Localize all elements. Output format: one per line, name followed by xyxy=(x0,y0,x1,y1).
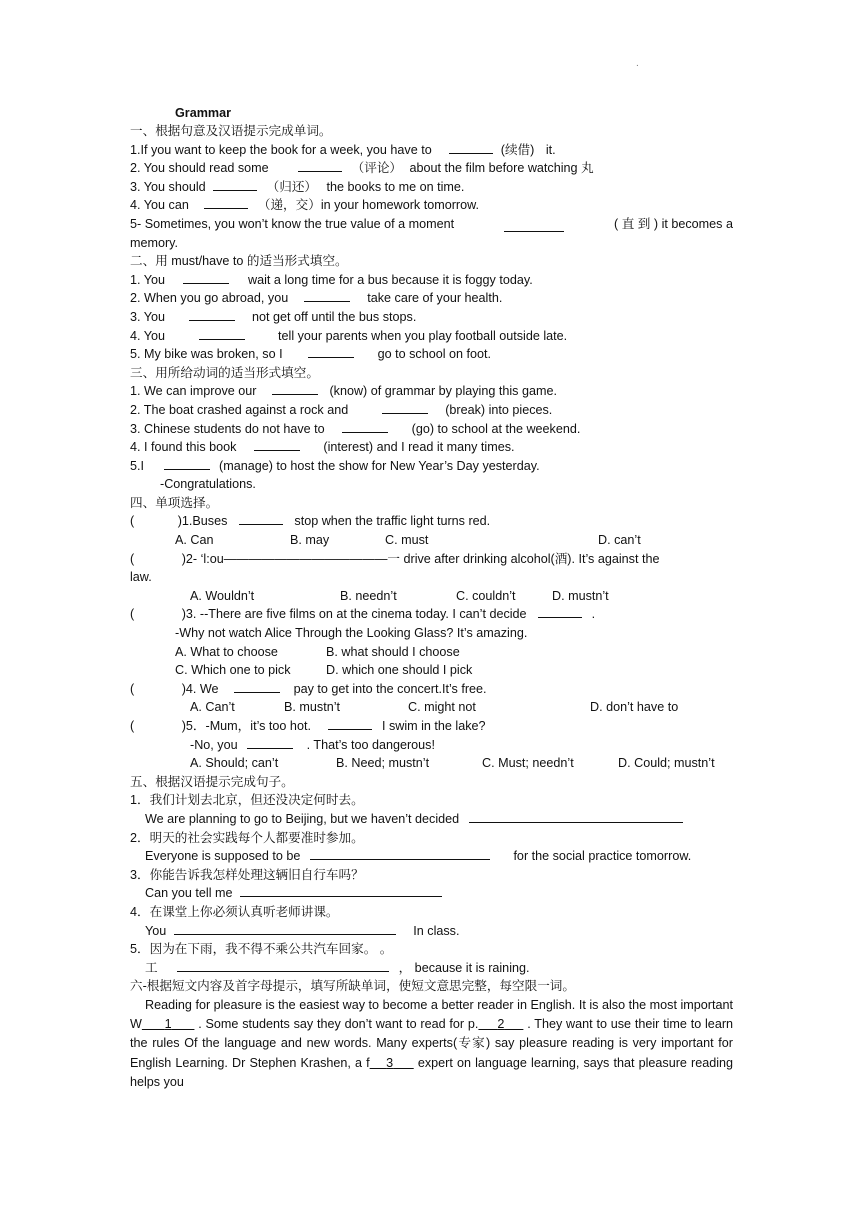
section-3-heading: 三、用所给动词的适当形式填空。 xyxy=(130,365,319,380)
q5-stem: ( )5．-Mum，it’s too hot. I swim in the lake? xyxy=(130,719,486,733)
answer-blank[interactable] xyxy=(449,141,493,154)
answer-blank[interactable] xyxy=(183,271,229,284)
section-2-heading: 二、用 must/have to 的适当形式填空。 xyxy=(130,254,348,269)
q1-option-d[interactable]: D. can’t xyxy=(598,533,641,548)
q2-option-b[interactable]: B. needn’t xyxy=(340,588,397,603)
q1-option-a[interactable]: A. Can xyxy=(175,533,214,548)
q3-option-a[interactable]: A. What to choose xyxy=(175,644,278,659)
answer-blank[interactable] xyxy=(199,327,245,340)
q2-stem: ( )2- ‘l:ou—————————————一 drive after drinking alcohol(酒). It’s against the xyxy=(130,551,660,566)
s2-item-3: 3. You not get off until the bus stops. xyxy=(130,309,417,324)
passage-blank-1[interactable]: 1 xyxy=(164,1017,172,1032)
worksheet xyxy=(130,100,733,1092)
answer-blank[interactable] xyxy=(308,345,354,358)
s1-item-2: 2. You should read some （评论） about the film before watching 丸 xyxy=(130,161,594,176)
q1-options xyxy=(130,531,733,550)
q5-option-d[interactable]: D. Could; mustn’t xyxy=(618,756,715,771)
s3-item-4: 4. I found this book (interest) and I read it many times. xyxy=(130,440,515,455)
q2-option-a[interactable]: A. Wouldn’t xyxy=(190,588,255,603)
q3-option-c[interactable]: C. Which one to pick xyxy=(175,663,291,678)
q5-option-c[interactable]: C. Must; needn’t xyxy=(482,756,574,771)
answer-blank[interactable] xyxy=(239,512,283,525)
answer-blank[interactable] xyxy=(177,959,389,972)
answer-blank[interactable] xyxy=(382,401,428,414)
s1-item-5: 5- Sometimes, you won’t know the true value of a moment ( 直 到 ) it becomes a xyxy=(130,216,733,231)
answer-blank[interactable] xyxy=(234,680,280,693)
answer-bracket-open: ( xyxy=(130,514,135,529)
answer-blank[interactable] xyxy=(189,308,235,321)
s5-item-3-en: Can you tell me xyxy=(130,884,733,903)
q2-stem-cont: law. xyxy=(130,570,152,585)
q1-option-c[interactable]: C. must xyxy=(385,533,429,548)
s1-item-5-cont: memory. xyxy=(130,235,179,250)
answer-blank[interactable] xyxy=(164,457,210,470)
s2-item-2: 2. When you go abroad, you take care of your health. xyxy=(130,291,503,306)
section-1-heading: 一、根据句意及汉语提示完成单词。 xyxy=(130,124,332,138)
answer-blank[interactable] xyxy=(240,884,442,897)
answer-blank[interactable] xyxy=(247,736,293,749)
q3-option-d[interactable]: D. which one should I pick xyxy=(326,663,473,678)
answer-blank[interactable] xyxy=(538,605,582,618)
answer-blank[interactable] xyxy=(342,420,388,433)
q4-option-d[interactable]: D. don’t have to xyxy=(590,700,679,715)
q5-option-a[interactable]: A. Should; can’t xyxy=(190,756,279,771)
s5-item-1-en: We are planning to go to Beijing, but we haven’t decided xyxy=(130,810,733,829)
q4-options xyxy=(130,698,733,717)
answer-blank[interactable] xyxy=(310,847,490,860)
q2-option-d[interactable]: D. mustn’t xyxy=(552,588,609,603)
s3-reply: -Congratulations. xyxy=(160,477,256,492)
s2-item-5: 5. My bike was broken, so I go to school on foot. xyxy=(130,347,492,362)
answer-blank[interactable] xyxy=(254,438,300,451)
s1-item-1: 1.If you want to keep the book for a week, you have to (续借) it. xyxy=(130,142,556,157)
s5-item-1-cn: 1．我们计划去北京，但还没决定何时去。 xyxy=(130,793,364,808)
passage: Reading for pleasure is the easiest way to become a better reader in English. It is also the most important W 1 . Some students say they don’t want to read for p. 2 . They want to use their time to learn the rules Of the language and new words. Many experts(专家) say pleasure reading is very important for English Learning. Dr Stephen Krashen, a f 3 expert on language learning, says that pleasure reading helps you xyxy=(130,997,734,1089)
s5-item-4-cn: 4．在课堂上你必须认真听老师讲课。 xyxy=(130,904,339,919)
q5-options xyxy=(130,754,733,773)
q1-option-b[interactable]: B. may xyxy=(290,533,330,548)
q4-option-b[interactable]: B. mustn’t xyxy=(284,700,340,715)
q3-options-row2 xyxy=(130,661,733,680)
s1-item-3: 3. You should （归还） the books to me on time. xyxy=(130,179,465,194)
s2-item-4: 4. You tell your parents when you play football outside late. xyxy=(130,328,568,343)
s3-item-3: 3. Chinese students do not have to (go) to school at the weekend. xyxy=(130,421,581,436)
corner-mark: . xyxy=(636,58,639,69)
section-6-heading: 六-根据短文内容及首字母提示，填写所缺单词，使短文意思完整，每空限一词。 xyxy=(130,979,575,994)
answer-blank[interactable] xyxy=(469,810,683,823)
s3-item-5: 5.I (manage) to host the show for New Year’s Day yesterday. xyxy=(130,458,540,473)
answer-blank[interactable] xyxy=(272,382,318,395)
q1-stem: ( )1.Buses stop when the traffic light turns red. xyxy=(130,514,491,529)
section-4-heading: 四、单项选择。 xyxy=(130,495,219,510)
answer-blank[interactable] xyxy=(328,717,372,730)
q5-option-b[interactable]: B. Need; mustn’t xyxy=(336,756,430,771)
answer-blank[interactable] xyxy=(213,178,257,191)
s5-item-3-cn: 3．你能告诉我怎样处理这辆旧自行车吗？ xyxy=(130,867,364,882)
answer-blank[interactable] xyxy=(504,219,564,232)
q4-option-c[interactable]: C. might not xyxy=(408,700,476,715)
s5-item-5-en: 工 ， because it is raining. xyxy=(145,960,530,975)
q3-options-row1 xyxy=(130,643,733,662)
page-title: Grammar xyxy=(175,106,232,120)
s5-item-2-en: Everyone is supposed to be for the social practice tomorrow. xyxy=(145,849,692,864)
q2-option-c[interactable]: C. couldn’t xyxy=(456,588,516,603)
q2-options xyxy=(130,587,733,606)
answer-blank[interactable] xyxy=(204,196,248,209)
q4-stem: ( )4. We pay to get into the concert.It’s free. xyxy=(130,681,487,696)
q5-line2: -No, you . That’s too dangerous! xyxy=(190,737,435,752)
q3-line2: -Why not watch Alice Through the Looking Glass? It’s amazing. xyxy=(175,626,528,641)
passage-blank-3[interactable]: 3 xyxy=(386,1055,394,1070)
answer-blank[interactable] xyxy=(304,289,350,302)
s3-item-1: 1. We can improve our (know) of grammar by playing this game. xyxy=(130,384,557,399)
s1-item-4: 4. You can （递，交）in your homework tomorrow. xyxy=(130,198,479,213)
q4-option-a[interactable]: A. Can’t xyxy=(190,700,235,715)
q3-option-b[interactable]: B. what should I choose xyxy=(326,644,460,659)
answer-blank[interactable] xyxy=(174,922,396,935)
s5-item-4-en: You In class. xyxy=(145,923,460,938)
s2-item-1: 1. You wait a long time for a bus because it is foggy today. xyxy=(130,272,533,287)
s5-item-5-cn: 5．因为在下雨，我不得不乘公共汽车回家。 。 xyxy=(130,942,393,957)
answer-blank[interactable] xyxy=(298,159,342,172)
passage-blank-2[interactable]: 2 xyxy=(497,1017,505,1032)
section-5-heading: 五、根据汉语提示完成句子。 xyxy=(130,774,294,789)
s5-item-2-cn: 2．明天的社会实践每个人都要准时参加。 xyxy=(130,830,364,845)
q3-stem: ( )3. --There are five films on at the cinema today. I can’t decide . xyxy=(130,607,596,622)
s3-item-2: 2. The boat crashed against a rock and (break) into pieces. xyxy=(130,402,553,417)
